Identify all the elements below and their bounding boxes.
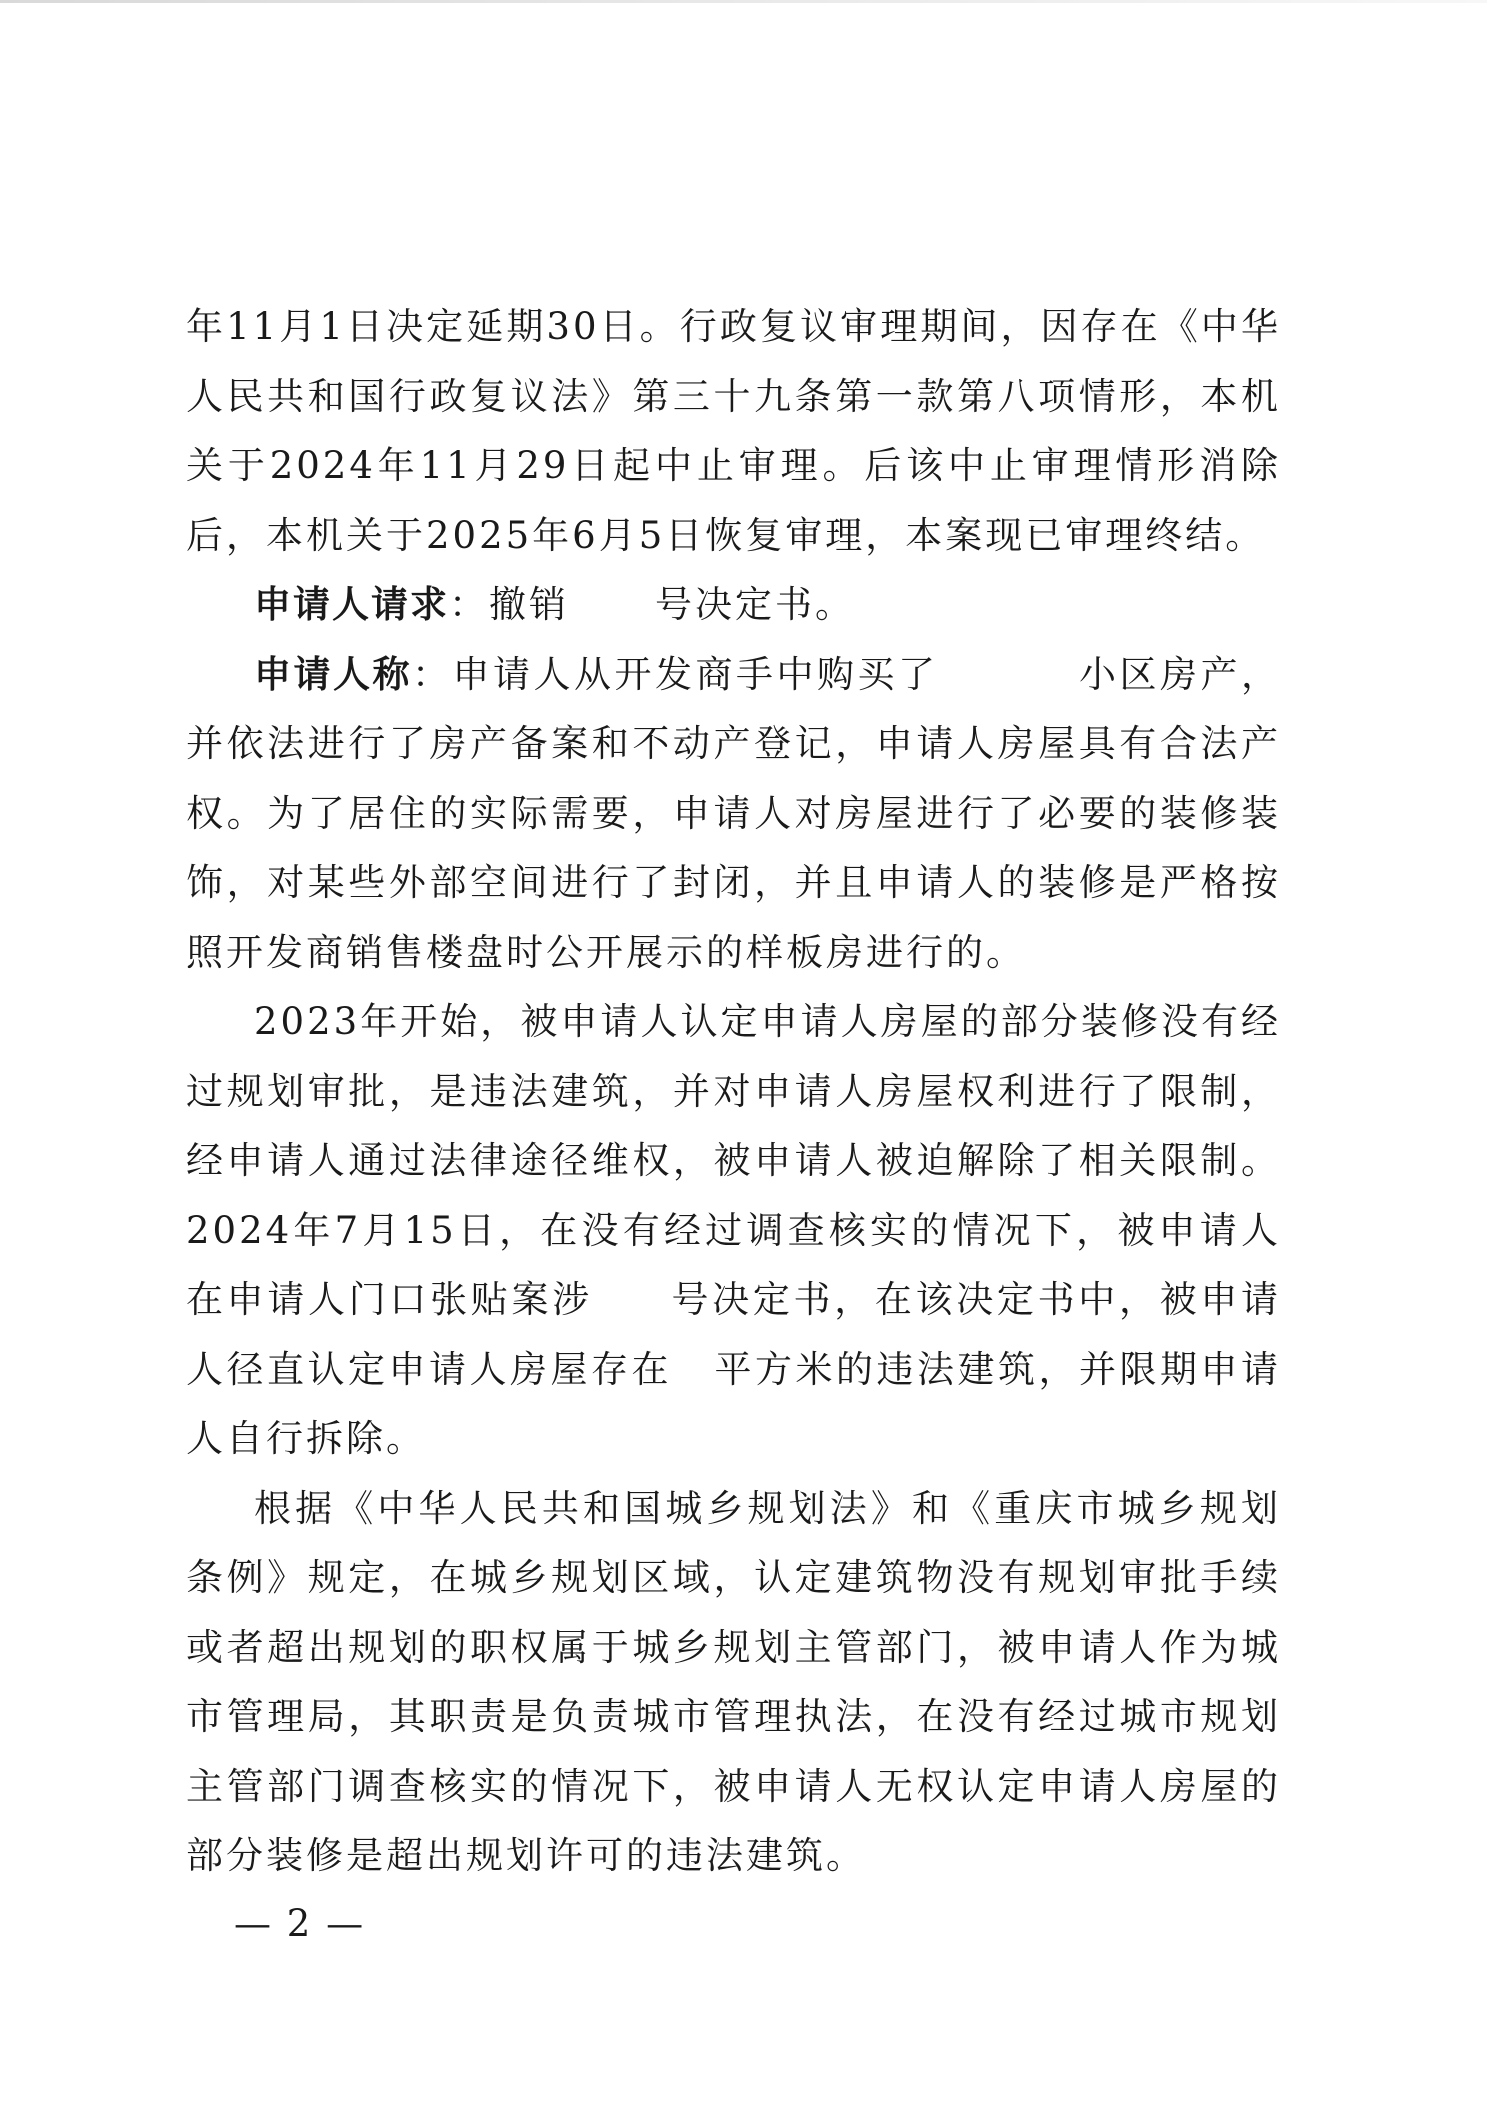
facts-2023-text-1: 2023年开始，被申请人认定申请人房屋的部分装修没有经过规划审批，是违法建筑，并对申请人房屋权利进行了限制，经申请人通过法律途径维权，被申请人被迫解除了相关限制。 2024年7月15日，在没有经过调查核实的情况下，被申请人在申请人门口张贴案涉 xyxy=(186,1000,1281,1321)
paragraph-facts-2023 xyxy=(186,987,1281,1474)
applicant-request-colon: ： xyxy=(449,583,489,626)
facts-2023-text-2: 号决定书，在该决定书中，被申请人径直认定申请人房屋存在 xyxy=(186,1278,1282,1391)
applicant-statement-colon: ： xyxy=(412,652,453,696)
applicant-statement-text-before: 申请人从开发商手中购买了 xyxy=(452,652,939,696)
paragraph-legal-basis: 根据《中华人民共和国城乡规划法》和《重庆市城乡规划条例》规定，在城乡规划区域，认定建筑物没有规划审批手续或者超出规划的职权属于城乡规划主管部门，被申请人作为城市管理局，其职责是负责城市管理执法，在没有经过城市规划主管部门调查核实的情况下，被申请人无权认定申请人房屋的部分装修是超出规划许可的违法建筑。 xyxy=(186,1486,1281,1877)
paragraph-applicant-request xyxy=(186,570,1281,640)
paragraph-applicant-statement xyxy=(186,640,1281,988)
document-body xyxy=(186,292,1281,1891)
paragraph-review-process: 年11月1日决定延期30日。行政复议审理期间，因存在《中华人民共和国行政复议法》第三十九条第一款第八项情形，本机关于2024年11月29日起中止审理。后该中止审理情形消除后，本机关于2025年6月5日恢复审理，本案现已审理终结。 xyxy=(186,305,1281,557)
page-top-edge xyxy=(0,0,1487,3)
facts-2023-text-3: 平方米的违法建筑，并限期申请人自行拆除。 xyxy=(186,1347,1281,1460)
applicant-statement-label: 申请人称 xyxy=(254,652,412,696)
applicant-request-label: 申请人请求 xyxy=(254,583,449,626)
page-number: — 2 — xyxy=(234,1902,366,1945)
applicant-request-text-before: 撤销 xyxy=(489,583,569,626)
applicant-request-text-after: 号决定书。 xyxy=(655,583,855,626)
applicant-statement-text-after: 小区房产，并依法进行了房产备案和不动产登记，申请人房屋具有合法产权。为了居住的实际需要，申请人对房屋进行了必要的装修装饰，对某些外部空间进行了封闭，并且申请人的装修是严格按照开发商销售楼盘时公开展示的样板房进行的。 xyxy=(186,652,1281,974)
